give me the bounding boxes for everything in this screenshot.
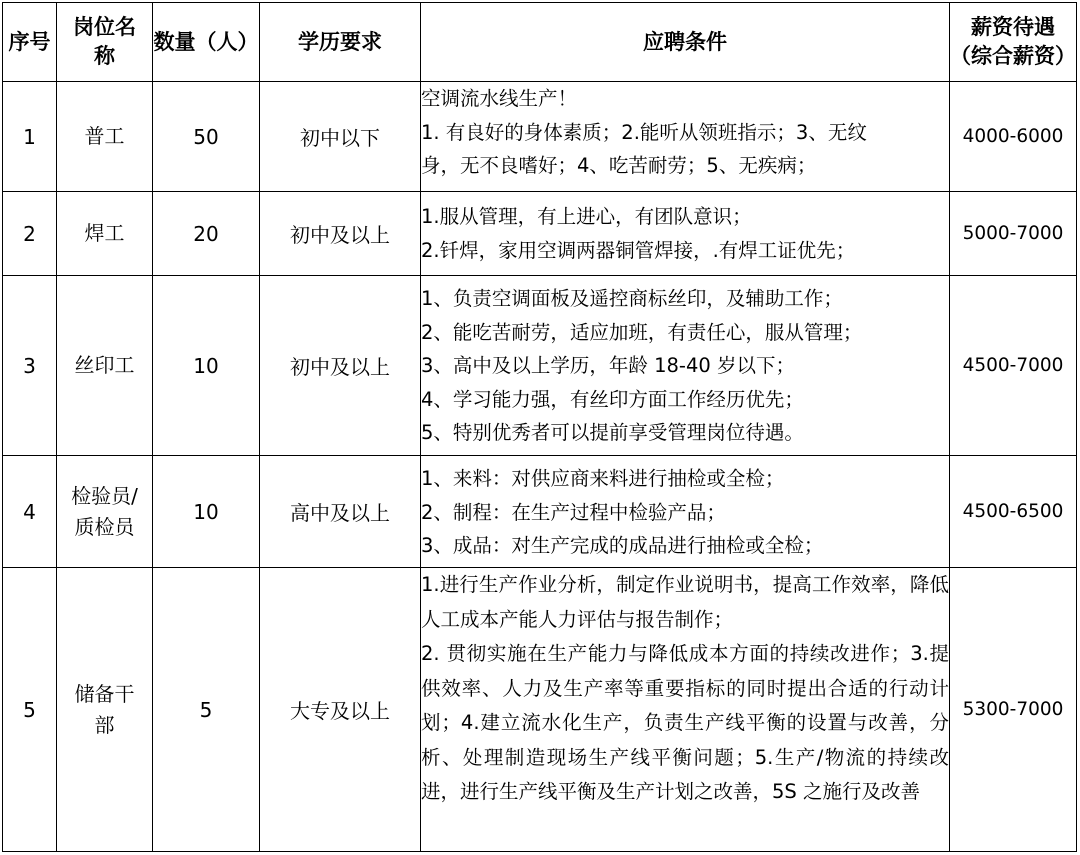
header-education: 学历要求 [260,3,421,82]
row-education: 初中以下 [260,82,421,192]
table-row [3,192,1077,276]
row-salary: 5300-7000 [950,568,1077,852]
header-position: 岗位名称 [57,3,153,82]
table-row [3,276,1077,456]
row-education: 初中及以上 [260,192,421,276]
header-row [3,3,1077,82]
row-requirements [421,192,950,276]
row-requirements [421,276,950,456]
requirement-paragraph: 1.进行生产作业分析，制定作业说明书，提高工作效率，降低人工成本产能人力评估与报告制作； [421,573,949,631]
row-requirements [421,82,950,192]
row-education: 高中及以上 [260,456,421,568]
row-position: 检验员/质检员 [57,456,153,568]
row-seq: 2 [3,192,57,276]
row-count: 20 [153,192,260,276]
table-row [3,456,1077,568]
requirement-paragraph: 2. 贯彻实施在生产能力与降低成本方面的持续改进作；3.提供效率、人力及生产率等重要指标的同时提出合适的行动计划；4.建立流水化生产，负责生产线平衡的设置与改善，分析、处理制造现场生产线平衡问题；5.生产/物流的持续改进，进行生产线平衡及生产计划之改善，5S 之施行及改善 [421,642,949,803]
job-table [2,2,1077,852]
header-salary [950,3,1077,82]
row-count: 50 [153,82,260,192]
row-salary: 4500-6500 [950,456,1077,568]
header-requirements: 应聘条件 [421,3,950,82]
row-seq: 4 [3,456,57,568]
row-requirements [421,568,950,852]
requirement-line: 1.服从管理，有上进心，有团队意识； [421,205,752,228]
requirement-line: 3、成品：对生产完成的成品进行抽检或全检； [421,534,824,557]
requirement-line: 5、特别优秀者可以提前享受管理岗位待遇。 [421,421,804,444]
row-position: 焊工 [57,192,153,276]
requirement-line: 2.钎焊，家用空调两器铜管焊接，.有焊工证优先； [421,238,856,262]
requirement-line: 4、学习能力强，有丝印方面工作经历优先； [421,387,804,411]
requirement-line: 1、负责空调面板及遥控商标丝印，及辅助工作； [421,287,843,310]
requirement-line: 1、来料：对供应商来料进行抽检或全检； [421,467,785,490]
row-salary: 4500-7000 [950,276,1077,456]
table-row [3,82,1077,192]
header-seq: 序号 [3,3,57,82]
header-count: 数量（人） [153,3,260,82]
row-position: 储备干部 [57,568,153,852]
table-row [3,568,1077,852]
requirement-line: 空调流水线生产！ [421,87,578,110]
row-education: 初中及以上 [260,276,421,456]
row-salary: 5000-7000 [950,192,1077,276]
requirement-line: 身，无不良嗜好；4、吃苦耐劳；5、无疾病； [421,154,817,177]
requirement-line: 1. 有良好的身体素质；2.能听从领班指示；3、无纹 [421,120,867,144]
header-salary-line2: （综合薪资） [950,44,1076,68]
requirement-line: 2、制程：在生产过程中检验产品； [421,500,726,524]
row-seq: 5 [3,568,57,852]
row-count: 10 [153,456,260,568]
row-position: 普工 [57,82,153,192]
row-salary: 4000-6000 [950,82,1077,192]
header-salary-line1: 薪资待遇 [971,15,1055,39]
row-count: 10 [153,276,260,456]
row-education: 大专及以上 [260,568,421,852]
row-position: 丝印工 [57,276,153,456]
row-requirements [421,456,950,568]
requirement-line: 2、能吃苦耐劳，适应加班，有责任心，服从管理； [421,320,863,344]
requirement-line: 3、高中及以上学历，年龄 18-40 岁以下； [421,354,795,377]
row-seq: 1 [3,82,57,192]
row-seq: 3 [3,276,57,456]
row-count: 5 [153,568,260,852]
